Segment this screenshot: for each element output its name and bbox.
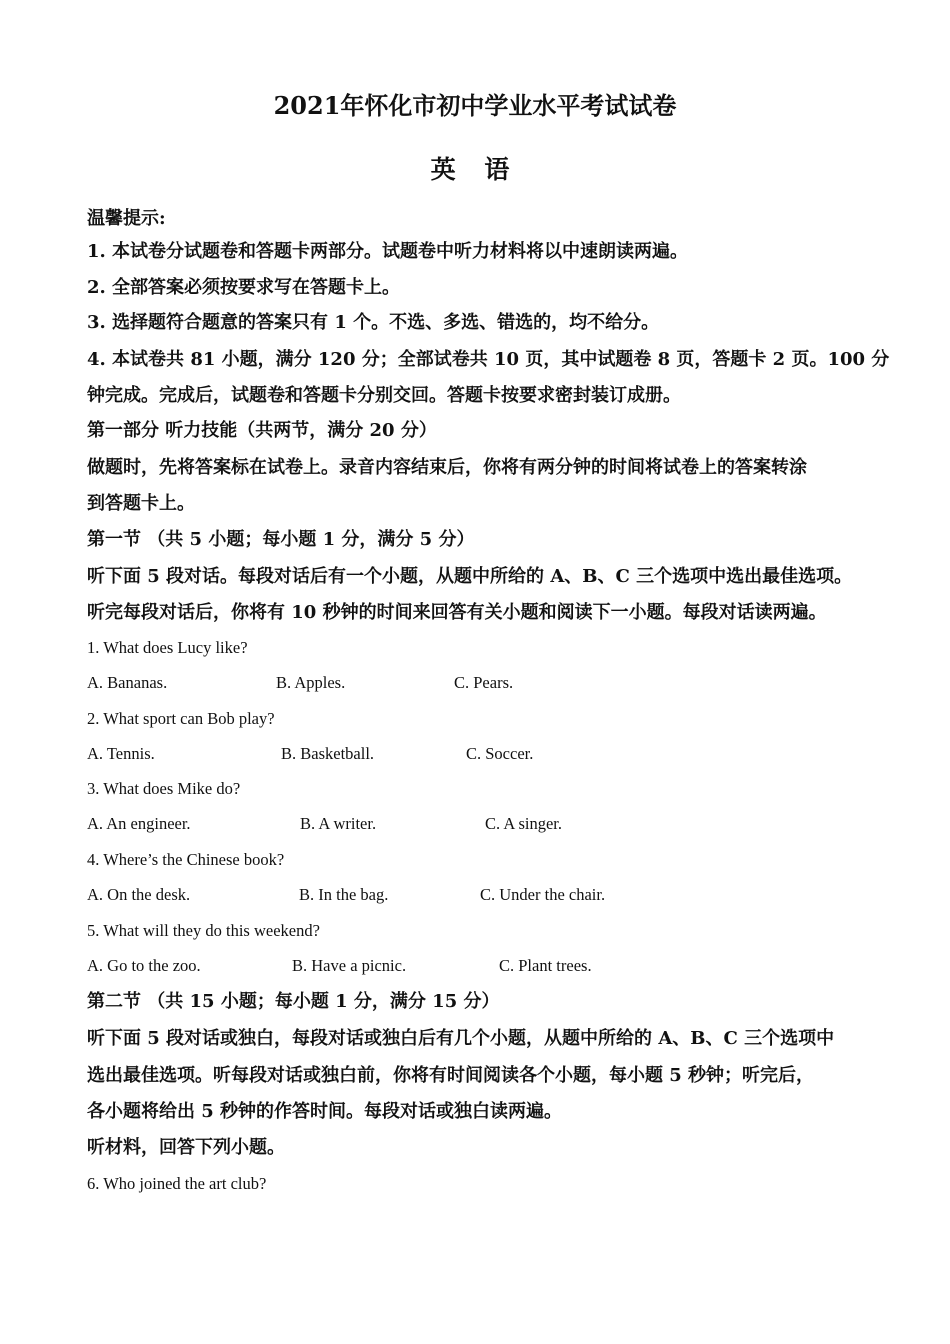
exam-title: 2021年怀化市初中学业水平考试试卷 <box>273 91 677 120</box>
part1-instruction-1: 做题时，先将答案标在试卷上。录音内容结束后，你将有两分钟的时间将试卷上的答案转涂 <box>87 456 807 478</box>
section2-instruction-3: 各小题将给出 5 秒钟的作答时间。每段对话或独白读两遍。 <box>87 1101 563 1123</box>
q2-option-c: C. Soccer. <box>466 743 534 763</box>
section2-instruction-1: 听下面 5 段对话或独白，每段对话或独白后有几个小题，从题中所给的 A、B、C 三个选项中 <box>87 1028 835 1050</box>
notice-heading: 温馨提示: <box>87 208 166 229</box>
q3-option-a: A. An engineer. <box>87 814 191 834</box>
q2-option-b: B. Basketball. <box>281 743 375 763</box>
q1-option-b: B. Apples. <box>276 673 346 693</box>
q1-option-a: A. Bananas. <box>87 673 168 693</box>
question-5-options <box>87 948 887 984</box>
q5-option-a: A. Go to the zoo. <box>87 955 201 975</box>
part1-heading: 第一部分 听力技能（共两节，满分 20 分） <box>87 420 437 442</box>
notice-item-2: 2. 全部答案必须按要求写在答题卡上。 <box>87 276 401 298</box>
exam-content <box>87 204 890 1201</box>
question-1-options <box>87 665 887 701</box>
question-5: 5. What will they do this weekend? <box>87 920 320 940</box>
q5-option-c: C. Plant trees. <box>499 955 592 975</box>
q3-option-c: C. A singer. <box>485 814 563 834</box>
section1-instruction-1: 听下面 5 段对话。每段对话后有一个小题，从题中所给的 A、B、C 三个选项中选出最佳选项。 <box>87 565 853 587</box>
q3-option-b: B. A writer. <box>300 814 377 834</box>
notice-item-4-cont: 钟完成。完成后，试题卷和答题卡分别交回。答题卡按要求密封装订成册。 <box>87 384 681 406</box>
question-3-options <box>87 806 887 842</box>
q4-option-a: A. On the desk. <box>87 884 191 904</box>
subject-title: 英 语 <box>430 155 520 184</box>
question-4-options <box>87 877 887 913</box>
section2-heading: 第二节 （共 15 小题；每小题 1 分，满分 15 分） <box>87 991 500 1013</box>
question-2: 2. What sport can Bob play? <box>87 708 275 728</box>
q4-option-b: B. In the bag. <box>299 884 389 904</box>
question-1: 1. What does Lucy like? <box>87 638 248 658</box>
q5-option-b: B. Have a picnic. <box>292 955 407 975</box>
section1-instruction-2: 听完每段对话后，你将有 10 秒钟的时间来回答有关小题和阅读下一小题。每段对话读两遍。 <box>87 601 827 623</box>
question-6: 6. Who joined the art club? <box>87 1173 267 1193</box>
section2-prompt: 听材料，回答下列小题。 <box>87 1137 285 1159</box>
section1-heading: 第一节 （共 5 小题；每小题 1 分，满分 5 分） <box>87 528 475 550</box>
question-3: 3. What does Mike do? <box>87 779 241 799</box>
section2-instruction-2: 选出最佳选项。听每段对话或独白前，你将有时间阅读各个小题，每小题 5 秒钟；听完后， <box>87 1065 815 1087</box>
question-2-options <box>87 736 887 772</box>
part1-instruction-2: 到答题卡上。 <box>87 492 195 514</box>
notice-item-3: 3. 选择题符合题意的答案只有 1 个。不选、多选、错选的，均不给分。 <box>87 312 660 334</box>
notice-item-1: 1. 本试卷分试题卷和答题卡两部分。试题卷中听力材料将以中速朗读两遍。 <box>87 241 689 262</box>
q2-option-a: A. Tennis. <box>87 743 155 763</box>
q1-option-c: C. Pears. <box>454 673 514 693</box>
question-4: 4. Where’s the Chinese book? <box>87 849 285 869</box>
notice-item-4: 4. 本试卷共 81 小题，满分 120 分；全部试卷共 10 页，其中试题卷 8 页，答题卡 2 页。100 分 <box>87 348 890 370</box>
q4-option-c: C. Under the chair. <box>480 884 606 904</box>
